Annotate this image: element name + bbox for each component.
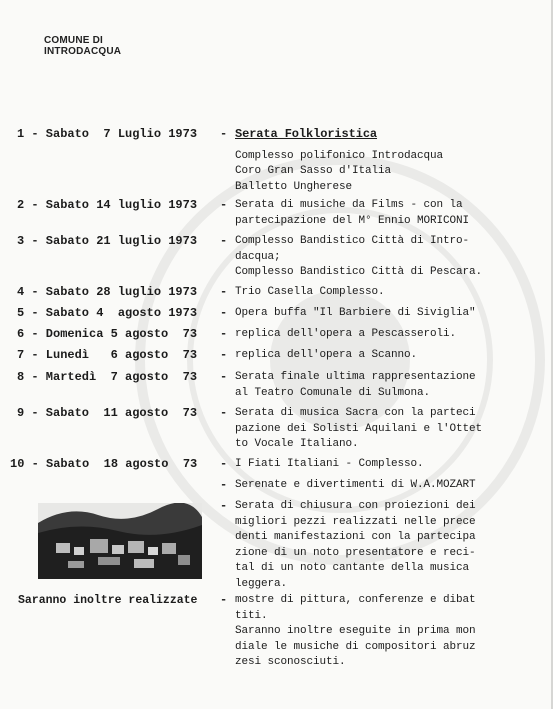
event-line: zione di un noto presentatore e reci-	[235, 546, 476, 559]
event-description	[235, 327, 535, 343]
separator-dash: -	[220, 348, 228, 362]
event-date: 8 - Martedì 7 agosto 73	[17, 370, 198, 384]
separator-dash: -	[220, 285, 228, 299]
event-line: Complesso polifonico Introdacqua	[235, 149, 444, 162]
event-description	[235, 285, 535, 301]
event-line: Complesso Bandistico Città di Intro-	[235, 235, 470, 247]
event-line: denti manifestazioni con la partecipa	[235, 531, 476, 543]
footer-line: diale le musiche di compositori abruz	[235, 640, 476, 653]
footer-label: Saranno inoltre realizzate	[18, 594, 198, 607]
footer-line: Saranno inoltre eseguite in prima mon	[235, 625, 476, 637]
header-line-2: INTRODACQUA	[44, 46, 122, 57]
event-line: replica dell'opera a Pescasseroli.	[235, 328, 457, 340]
footer-line: titi.	[235, 609, 268, 622]
separator-dash: -	[220, 406, 228, 420]
event-description	[235, 234, 535, 281]
footer-line: zesi sconosciuti.	[235, 656, 346, 668]
separator-dash: -	[220, 234, 228, 248]
event-description	[235, 306, 535, 322]
event-line: Serenate e divertimenti di W.A.MOZART	[235, 479, 476, 491]
event-line: Serata finale ultima rappresentazione	[235, 371, 476, 383]
event-line: leggera.	[235, 577, 288, 590]
event-description	[235, 370, 535, 401]
event-date: 7 - Lunedì 6 agosto 73	[17, 348, 198, 362]
event-line: Serata di musica Sacra con la parteci	[235, 407, 476, 419]
event-date: 1 - Sabato 7 Luglio 1973	[17, 127, 198, 141]
event-line: migliori pezzi realizzati nelle prece	[235, 515, 476, 528]
event-line: dacqua;	[235, 250, 281, 263]
event-description	[235, 457, 535, 473]
separator-dash: -	[220, 499, 228, 513]
separator-dash: -	[220, 370, 228, 384]
event-line: Trio Casella Complesso.	[235, 286, 385, 298]
event-description	[235, 348, 535, 364]
event-line: to Vocale Italiano.	[235, 438, 359, 450]
footer-line: mostre di pittura, conferenze e dibat	[235, 594, 476, 606]
town-photo	[38, 503, 202, 579]
event-description	[235, 499, 535, 592]
event-line: replica dell'opera a Scanno.	[235, 349, 418, 361]
separator-dash: -	[220, 457, 228, 471]
municipality-header	[44, 35, 121, 57]
event-line: Complesso Bandistico Città di Pescara.	[235, 266, 483, 278]
event-line: tal di un noto cantante della musica	[235, 562, 470, 574]
separator-dash: -	[220, 306, 228, 320]
footer-description	[235, 593, 535, 671]
separator-dash: -	[220, 127, 228, 141]
separator-dash: -	[220, 327, 228, 341]
event-date: 3 - Sabato 21 luglio 1973	[17, 234, 198, 248]
separator-dash: -	[220, 478, 228, 492]
separator-dash: -	[220, 198, 228, 212]
header-line-1: COMUNE DI	[44, 35, 104, 46]
event-line: I Fiati Italiani - Complesso.	[235, 458, 424, 470]
event-date: 9 - Sabato 11 agosto 73	[17, 406, 198, 420]
event-line: al Teatro Comunale di Sulmona.	[235, 386, 431, 399]
event-line: Balletto Ungherese	[235, 180, 353, 193]
event-description	[235, 478, 535, 494]
event-description	[235, 127, 535, 195]
event-line: Coro Gran Sasso d'Italia	[235, 165, 392, 177]
event-line: pazione dei Solisti Aquilani e l'Ottet	[235, 422, 483, 435]
event-line: Serata di musiche da Films - con la	[235, 199, 463, 211]
event-date: 10 - Sabato 18 agosto 73	[10, 457, 198, 471]
event-date: 2 - Sabato 14 luglio 1973	[17, 198, 198, 212]
event-date: 5 - Sabato 4 agosto 1973	[17, 306, 198, 320]
event-line: partecipazione del M° Ennio MORICONI	[235, 214, 470, 227]
event-title: Serata Folkloristica	[235, 127, 378, 141]
event-line: Serata di chiusura con proiezioni dei	[235, 500, 476, 512]
event-date: 6 - Domenica 5 agosto 73	[17, 327, 198, 341]
event-description	[235, 406, 535, 453]
event-line: Opera buffa "Il Barbiere di Siviglia"	[235, 307, 476, 319]
separator-dash: -	[220, 593, 228, 607]
event-date: 4 - Sabato 28 luglio 1973	[17, 285, 198, 299]
event-description	[235, 198, 535, 229]
